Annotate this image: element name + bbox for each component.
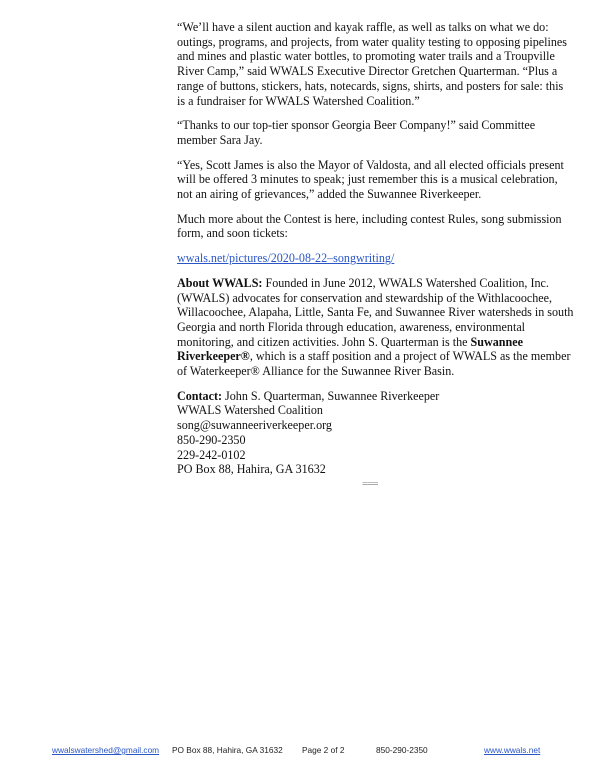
section-separator: === [362,478,378,490]
about-paragraph [177,276,574,379]
document-body [177,20,574,487]
contest-info-paragraph: Much more about the Contest is here, including contest Rules, song submission form, and soon tickets: [177,211,562,241]
contact-address: PO Box 88, Hahira, GA 31632 [177,462,326,477]
contact-email[interactable]: song@suwanneeriverkeeper.org [177,418,332,433]
about-label: About WWALS: [177,275,263,290]
about-tail: , which is a staff position and a project of WWALS as the member of Waterkeeper® Alliance for the Suwannee River Basin. [177,349,571,379]
contest-link-paragraph [177,251,574,266]
contact-phone-2: 229-242-0102 [177,447,246,462]
contact-phone-1: 850-290-2350 [177,432,246,447]
footer-address: PO Box 88, Hahira, GA 31632 [172,745,283,755]
auction-paragraph: “We’ll have a silent auction and kayak raffle, as well as talks on what we do: outings, programs, and projects, from water quality testing to opposing pipelines and mines and plastic water bottles, to promoting water trails and a Troupville River Camp,” said WWALS Executive Director Gretchen Quarterman. “Plus a range of buttons, stickers, hats, notecards, signs, shirts, and posters for sale: this is a fundraiser for WWALS Watershed Coalition.” [177,20,567,108]
contact-label: Contact: [177,388,223,403]
contact-block [177,389,574,477]
footer-page-number: Page 2 of 2 [302,745,345,755]
page-footer [0,745,600,759]
contact-name-line [177,389,574,404]
riverkeeper-bold: Suwannee Riverkeeper® [177,334,523,364]
contest-link[interactable]: wwals.net/pictures/2020-08-22–songwriting/ [177,251,395,266]
contact-name: John S. Quarterman, Suwannee Riverkeeper [222,388,440,403]
sponsor-paragraph: “Thanks to our top-tier sponsor Georgia Beer Company!” said Committee member Sara Jay. [177,118,536,147]
contact-org: WWALS Watershed Coalition [177,403,323,418]
about-text: Founded in June 2012, WWALS Watershed Coalition, Inc. (WWALS) advocates for conservation and stewardship of the Withlacoochee, Willacoochee, Alapaha, Little, Santa Fe, and Suwannee River watersheds in south Georgia and north Florida through education, awareness, environmental monitoring, and citizen activities. John S. Quarterman is the [177,275,574,349]
footer-email-link[interactable]: wwalswatershed@gmail.com [52,745,160,755]
footer-phone: 850-290-2350 [376,745,428,755]
mayor-paragraph: “Yes, Scott James is also the Mayor of Valdosta, and all elected officials present will be offered 3 minutes to speak; just remember this is a musical celebration, not an airing of grievances,” added the Suwannee Riverkeeper. [177,157,564,202]
footer-website-link[interactable]: www.wwals.net [484,745,541,755]
